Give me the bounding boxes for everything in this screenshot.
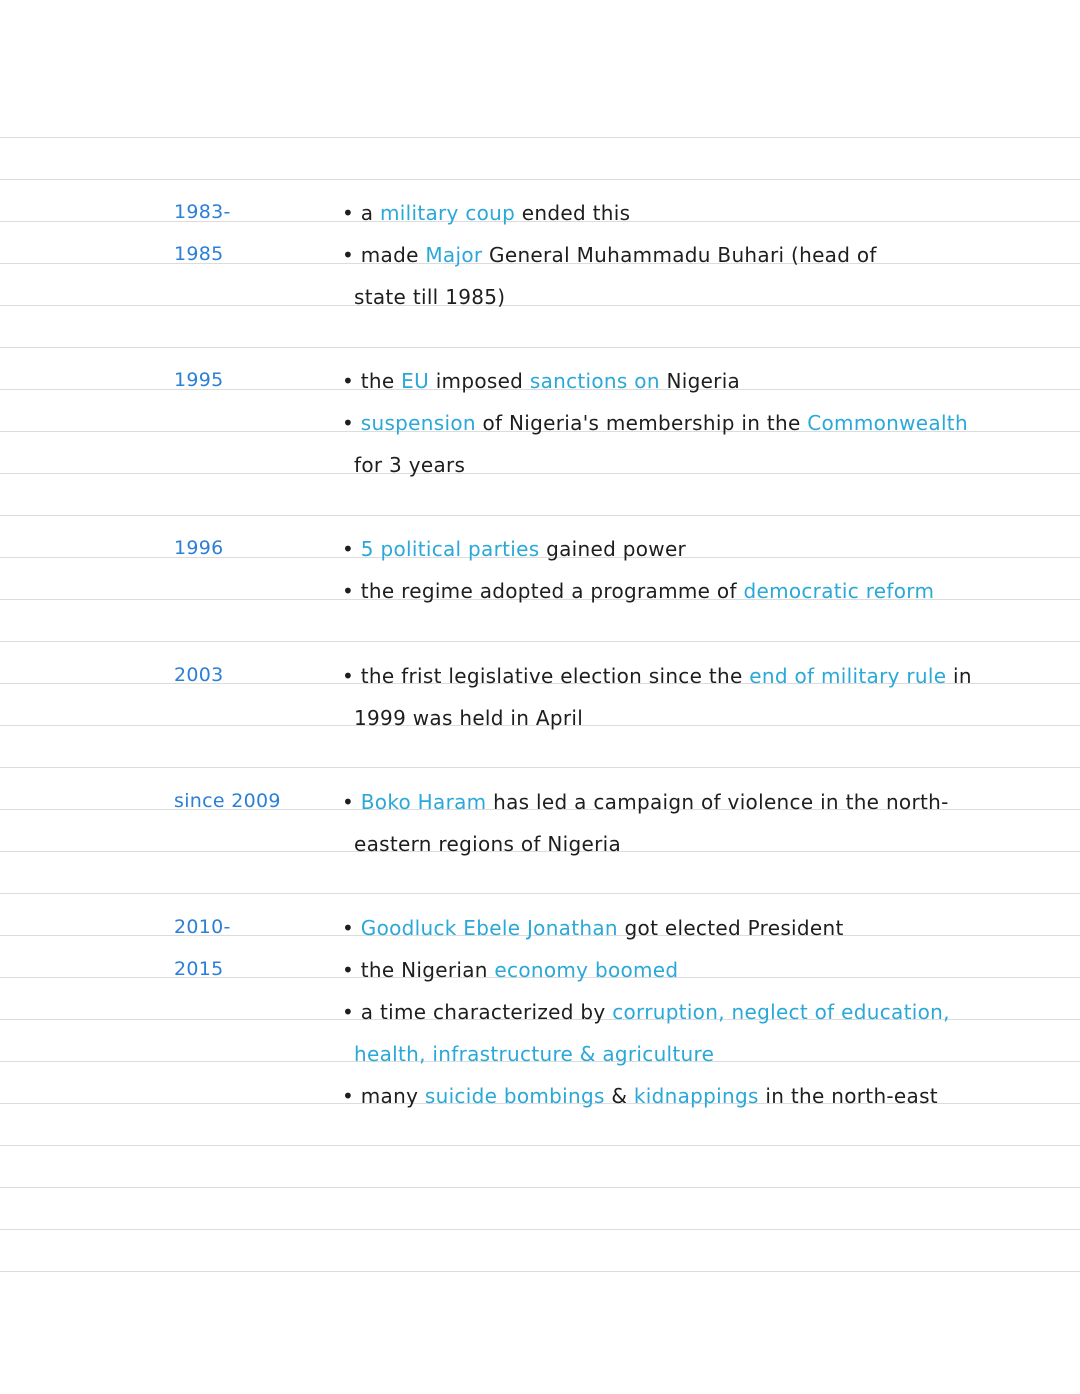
highlighted-term: suicide bombings (424, 1084, 605, 1108)
ruled-line (0, 1187, 1080, 1188)
timeline-year: 2010- (174, 916, 231, 938)
timeline-year: 1983- (174, 201, 231, 223)
note-text: • a (342, 201, 380, 225)
highlighted-term: suspension (360, 411, 476, 435)
note-text: for 3 years (354, 453, 466, 477)
note-line (342, 1000, 950, 1024)
note-text: • many (342, 1084, 425, 1108)
highlighted-term: sanctions on (529, 369, 660, 393)
note-line (342, 958, 678, 982)
timeline-year: 2015 (174, 958, 224, 980)
timeline-year: 2003 (174, 664, 224, 686)
highlighted-term: kidnappings (633, 1084, 759, 1108)
note-line (342, 201, 630, 225)
note-text: of Nigeria's membership in the (475, 411, 808, 435)
ruled-line (0, 137, 1080, 138)
note-text: 1999 was held in April (354, 706, 584, 730)
note-text: in the north-east (758, 1084, 938, 1108)
highlighted-term: 5 political parties (360, 537, 540, 561)
note-line (354, 285, 505, 309)
ruled-line (0, 347, 1080, 348)
note-line (342, 790, 949, 814)
ruled-line (0, 179, 1080, 180)
note-text: • the (342, 369, 402, 393)
note-text: • made (342, 243, 426, 267)
ruled-line (0, 641, 1080, 642)
ruled-line (0, 515, 1080, 516)
note-line (354, 832, 621, 856)
note-text: gained power (539, 537, 687, 561)
ruled-line (0, 1229, 1080, 1230)
highlighted-term: corruption, neglect of education, (612, 1000, 950, 1024)
note-text: imposed (429, 369, 530, 393)
ruled-line (0, 767, 1080, 768)
ruled-line (0, 893, 1080, 894)
note-line (342, 664, 972, 688)
note-line (354, 706, 583, 730)
note-text: & (604, 1084, 634, 1108)
highlighted-term: health, infrastructure & agriculture (354, 1042, 715, 1066)
highlighted-term: Commonwealth (807, 411, 968, 435)
note-line (342, 537, 686, 561)
note-line (342, 916, 844, 940)
note-text: • (342, 916, 361, 940)
highlighted-term: democratic reform (743, 579, 935, 603)
note-text: • (342, 537, 361, 561)
note-text: General Muhammadu Buhari (head of (482, 243, 877, 267)
timeline-year: 1995 (174, 369, 224, 391)
ruled-line (0, 473, 1080, 474)
note-text: in (946, 664, 972, 688)
note-text: eastern regions of Nigeria (354, 832, 622, 856)
note-line (342, 243, 877, 267)
timeline-year: 1996 (174, 537, 224, 559)
note-text: • the frist legislative election since the (342, 664, 750, 688)
highlighted-term: end of military rule (749, 664, 947, 688)
note-text: Nigeria (659, 369, 741, 393)
note-text: got elected President (617, 916, 844, 940)
note-text: • a time characterized by (342, 1000, 613, 1024)
note-text: ended this (515, 201, 631, 225)
note-line (342, 1084, 938, 1108)
highlighted-term: economy boomed (494, 958, 679, 982)
ruled-line (0, 1271, 1080, 1272)
note-text: • the Nigerian (342, 958, 495, 982)
ruled-line (0, 305, 1080, 306)
timeline-year: 1985 (174, 243, 224, 265)
note-line (354, 453, 465, 477)
note-text: • the regime adopted a programme of (342, 579, 744, 603)
highlighted-term: EU (401, 369, 430, 393)
note-line (342, 579, 934, 603)
timeline-year: since 2009 (174, 790, 281, 812)
ruled-line (0, 1145, 1080, 1146)
note-text: • (342, 411, 361, 435)
highlighted-term: Goodluck Ebele Jonathan (360, 916, 618, 940)
highlighted-term: Major (425, 243, 483, 267)
note-text: has led a campaign of violence in the north- (486, 790, 949, 814)
note-text: • (342, 790, 361, 814)
note-line (354, 1042, 714, 1066)
note-line (342, 411, 968, 435)
note-line (342, 369, 740, 393)
highlighted-term: Boko Haram (360, 790, 487, 814)
highlighted-term: military coup (379, 201, 516, 225)
note-text: state till 1985) (354, 285, 506, 309)
